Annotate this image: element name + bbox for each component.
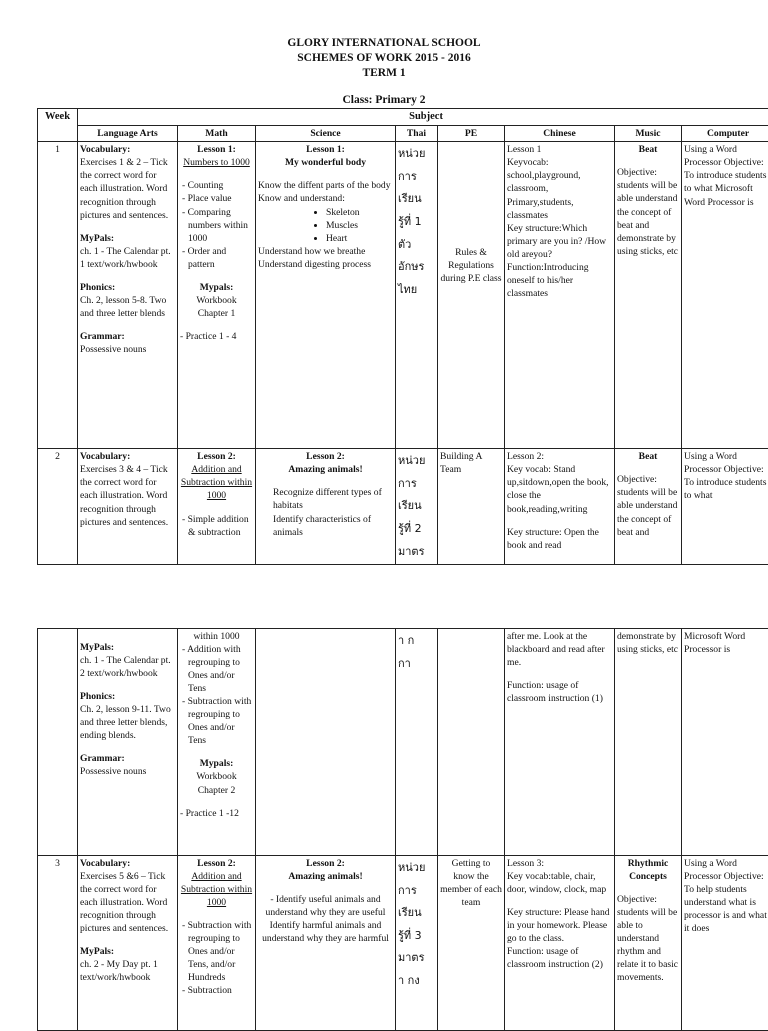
math-topic: Addition and Subtraction within 1000 [180,870,253,909]
grammar-heading: Grammar: [80,752,175,765]
list-item: • Muscles [326,219,393,232]
thai-line: า ก [398,630,435,653]
thai-line: การ [398,473,435,496]
math-item: - Comparing numbers within 1000 [180,206,253,245]
table-row [38,629,768,856]
mypals-heading: MyPals: [80,945,175,958]
vocab-text: Exercises 1 & 2 – Tick the correct word for each illustration. Word recognition through pictures and sentences. [80,156,175,221]
chinese-line: after me. Look at the blackboard and read after me. [507,630,612,669]
thai-line: มาตร [398,541,435,564]
music-text: Objective: students will be able to understand rhythm and relate it to basic movements. [617,893,679,984]
vocab-heading: Vocabulary: [80,450,175,463]
thai-line: เรียน [398,188,435,211]
math-cell [178,142,256,449]
chinese-line: Function:Introducing oneself to his/her classmates [507,261,612,300]
practice-text: - Practice 1 -12 [180,807,253,820]
col-science: Science [256,126,396,142]
thai-line: า กง [398,970,435,993]
science-title: Amazing animals! [258,870,393,883]
mypals-text: ch. 2 - My Day pt. 1 text/work/hwbook [80,958,175,984]
mypals-heading: Mypals: [180,757,253,770]
grammar-text: Possessive nouns [80,343,175,356]
chinese-line: Key structure:Which primary are you in? /How old areyou? [507,222,612,261]
workbook-text: Workbook Chapter 1 [180,294,253,320]
list-item: • Heart [326,232,393,245]
science-bullets [258,206,393,245]
pe-cell: Rules & Regulations during P.E class [438,142,505,449]
math-item: - Simple addition & subtraction [180,513,253,539]
chinese-line: Function: usage of classroom instruction (1) [507,679,612,705]
chinese-line: Key vocab:table, chair, door, window, clock, map [507,870,612,896]
list-item: • Skeleton [326,206,393,219]
chinese-line: Key structure: Please hand in your homework. Please go to the class. [507,906,612,945]
math-topic: Addition and Subtraction within 1000 [180,463,253,502]
math-lesson: Lesson 1: [180,143,253,156]
science-line: Identify harmful animals and understand why they are harmful [258,919,393,945]
vocab-text: Exercises 5 &6 – Tick the correct word for each illustration. Word recognition through pictures and sentences. [80,870,175,935]
science-cell [256,449,396,565]
thai-line: ไทย [398,279,435,302]
music-text: Objective: students will be able understand the concept of beat and [617,473,679,538]
vocab-heading: Vocabulary: [80,143,175,156]
mypals-text: ch. 1 - The Calendar pt. 2 text/work/hwbook [80,654,175,680]
music-cell [615,449,682,565]
pe-cell [438,629,505,856]
music-cell [615,142,682,449]
math-item: - Subtraction with regrouping to Ones and/or Tens, and/or Hundreds [180,919,253,984]
vocab-heading: Vocabulary: [80,857,175,870]
science-line: Understand digesting process [258,258,393,271]
music-cell [615,856,682,1031]
pe-cell: Building A Team [438,449,505,565]
week-number: 2 [38,449,78,565]
chinese-cell [505,142,615,449]
mypals-heading: Mypals: [180,281,253,294]
science-line: Know the diffent parts of the body [258,179,393,192]
thai-line: หน่วย [398,857,435,880]
chinese-line: Key vocab: Stand up,sitdown,open the book, close the book,reading,writing [507,463,612,515]
col-math: Math [178,126,256,142]
music-text: Objective: students will be able understand the concept of beat and demonstrate by using sticks, etc [617,166,679,257]
schedule-table-part2 [37,628,768,1031]
thai-cell [396,449,438,565]
chinese-line: Lesson 3: [507,857,612,870]
thai-cell [396,629,438,856]
computer-cell: Using a Word Processor Objective: To introduce students to what Microsoft Word Processor is [682,142,768,449]
class-title: Class: Primary 2 [0,94,768,106]
science-cell [256,629,396,856]
math-item: - Subtraction [180,984,253,997]
week-number: 3 [38,856,78,1031]
chinese-line: Function: usage of classroom instruction (2) [507,945,612,971]
math-cell [178,856,256,1031]
pe-cell: Getting to know the member of each team [438,856,505,1031]
col-language-arts: Language Arts [78,126,178,142]
term-title: TERM 1 [0,67,768,79]
computer-cell: Using a Word Processor Objective: To introduce students to what [682,449,768,565]
subject-header: Subject [78,109,768,126]
mypals-heading: MyPals: [80,232,175,245]
chinese-line: Key structure: Open the book and read [507,526,612,552]
math-item: - Subtraction with regrouping to Ones and/or Tens [180,695,253,747]
chinese-cell [505,856,615,1031]
table-row [38,856,768,1031]
phonics-text: Ch. 2, lesson 5-8. Two and three letter blends [80,294,175,320]
math-topic-cont: within 1000 [180,630,253,643]
science-lesson: Lesson 2: [258,450,393,463]
thai-line: กา [398,653,435,676]
vocab-text: Exercises 3 & 4 – Tick the correct word for each illustration. Word recognition through pictures and sentences. [80,463,175,528]
col-pe: PE [438,126,505,142]
science-title: My wonderful body [258,156,393,169]
col-thai: Thai [396,126,438,142]
language-arts-cell [78,629,178,856]
thai-line: รู้ที่ 3 [398,925,435,948]
music-title: Beat [617,450,679,463]
computer-cell: Microsoft Word Processor is [682,629,768,856]
thai-line: การ [398,880,435,903]
phonics-text: Ch. 2, lesson 9-11. Two and three letter blends, ending blends. [80,703,175,742]
col-music: Music [615,126,682,142]
thai-cell [396,142,438,449]
grammar-heading: Grammar: [80,330,175,343]
week-number: 1 [38,142,78,449]
phonics-heading: Phonics: [80,690,175,703]
col-computer: Computer [682,126,768,142]
math-item: - Counting [180,179,253,192]
math-lesson: Lesson 2: [180,857,253,870]
col-chinese: Chinese [505,126,615,142]
math-lesson: Lesson 2: [180,450,253,463]
music-cell: demonstrate by using sticks, etc [615,629,682,856]
thai-line: ตัว [398,234,435,257]
music-title: Beat [617,143,679,156]
thai-line: รู้ที่ 1 [398,211,435,234]
phonics-heading: Phonics: [80,281,175,294]
school-title: GLORY INTERNATIONAL SCHOOL [0,37,768,49]
science-line: Know and understand: [258,192,393,205]
music-title: Rhythmic Concepts [617,857,679,883]
math-cell [178,629,256,856]
science-line: Identify characteristics of animals [258,513,393,539]
table-row [38,449,768,565]
math-item: - Addition with regrouping to Ones and/or Tens [180,643,253,695]
week-header: Week [38,109,78,142]
math-item: - Place value [180,192,253,205]
chinese-line: Lesson 1 [507,143,612,156]
thai-line: เรียน [398,902,435,925]
thai-line: หน่วย [398,143,435,166]
thai-line: หน่วย [398,450,435,473]
science-cell [256,856,396,1031]
science-line: Recognize different types of habitats [258,486,393,512]
workbook-text: Workbook Chapter 2 [180,770,253,796]
language-arts-cell [78,449,178,565]
schedule-table-part1 [37,108,768,565]
mypals-text: ch. 1 - The Calendar pt. 1 text/work/hwbook [80,245,175,271]
mypals-heading: MyPals: [80,641,175,654]
practice-text: - Practice 1 - 4 [180,330,253,343]
science-title: Amazing animals! [258,463,393,476]
chinese-line: Lesson 2: [507,450,612,463]
table-row [38,142,768,449]
math-topic: Numbers to 1000 [180,156,253,169]
thai-line: อักษร [398,256,435,279]
scheme-title: SCHEMES OF WORK 2015 - 2016 [0,52,768,64]
language-arts-cell [78,856,178,1031]
language-arts-cell [78,142,178,449]
chinese-cell [505,449,615,565]
math-item: - Order and pattern [180,245,253,271]
thai-line: เรียน [398,495,435,518]
week-number [38,629,78,856]
thai-line: มาตร [398,947,435,970]
science-line: Understand how we breathe [258,245,393,258]
science-lesson: Lesson 2: [258,857,393,870]
chinese-cell [505,629,615,856]
thai-line: การ [398,166,435,189]
thai-line: รู้ที่ 2 [398,518,435,541]
science-cell [256,142,396,449]
chinese-line: Keyvocab: school,playground, classroom, Primary,students, classmates [507,156,612,221]
computer-cell: Using a Word Processor Objective: To help students understand what is processor is and what it does [682,856,768,1031]
grammar-text: Possessive nouns [80,765,175,778]
math-cell [178,449,256,565]
science-lesson: Lesson 1: [258,143,393,156]
science-line: - Identify useful animals and understand why they are useful [258,893,393,919]
thai-cell [396,856,438,1031]
